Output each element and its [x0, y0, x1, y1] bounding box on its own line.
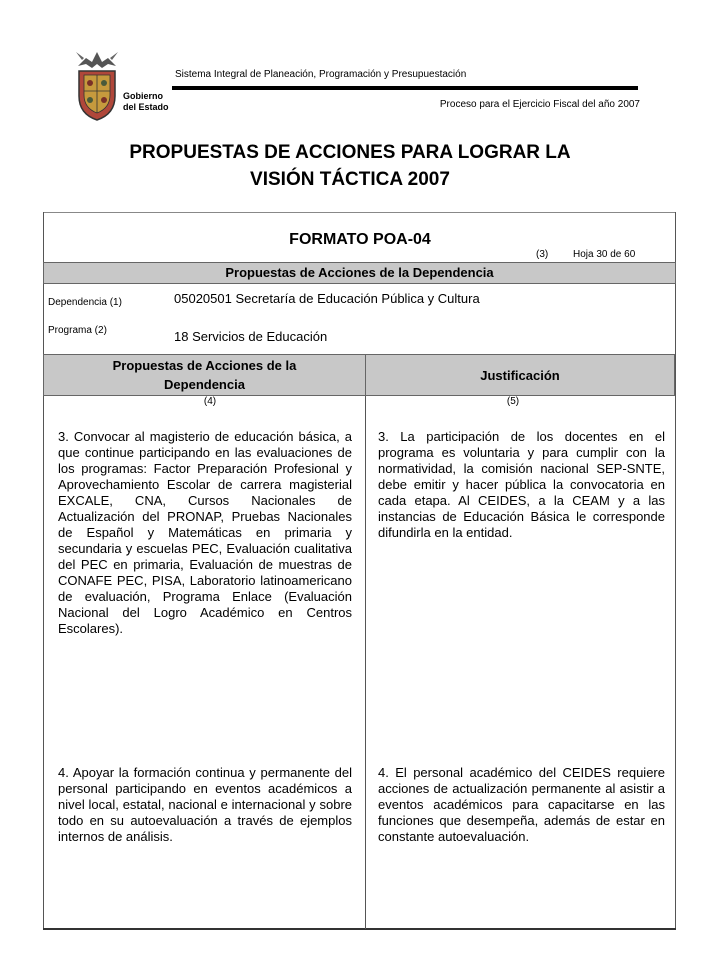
- form-border-left: [43, 212, 44, 930]
- programa-value: 18 Servicios de Educación: [174, 329, 328, 344]
- col-header-justification: Justificación: [480, 367, 560, 383]
- page-title-line2: VISIÓN TÁCTICA 2007: [250, 169, 450, 190]
- dependencia-label: Dependencia (1): [48, 297, 122, 308]
- justification-item-4: 4. El personal académico del CEIDES requiere acciones de actualización permanente al asistir a eventos académicos para capacitarse en las funciones que desempeña, además de estar en constante autoevaluación.: [378, 765, 665, 844]
- col-ref-justification: (5): [506, 396, 520, 407]
- col-ref-actions: (4): [203, 396, 217, 407]
- dependencia-value: 05020501 Secretaría de Educación Pública y Cultura: [174, 291, 480, 306]
- del-estado-label: del Estado: [123, 102, 169, 112]
- column-divider: [365, 396, 366, 929]
- form-code: FORMATO POA-04: [289, 231, 431, 248]
- justification-item-3: 3. La participación de los docentes en el programa es voluntaria y para cumplir con la normatividad, la comisión nacional SEP-SNTE, debe emitir y hacer pública la convocatoria en cada etapa. Al CEIDES, a la CEAM y a las instancias de Educación Básica le corresponde difundirla en la entidad.: [378, 429, 665, 540]
- action-item-4: 4. Apoyar la formación continua y permanente del personal participando en eventos académicos a nivel local, estatal, nacional e internacional y sobre todo en su autoevaluación a través de ejemplos internos de análisis.: [58, 765, 352, 844]
- header-rule: [172, 86, 638, 90]
- form-border-right: [675, 212, 676, 930]
- process-year: Proceso para el Ejercicio Fiscal del año 2007: [439, 99, 640, 110]
- columns-header: [43, 354, 675, 396]
- action-item-3: 3. Convocar al magisterio de educación básica, a que continue participando en las evaluaciones de los programas: Factor Preparación Profesional y Aprovechamiento Escolar de carrera magisterial EXCALE, CNA, Cursos Nacionales de Actualización del PRONAP, Pruebas Nacionales de Español y Matemáticas en primaria y secundaria y escuelas PEC, Evaluación cualitativa del PEC en primaria, Evaluación de muestras de CONAFE PEC, PISA, Laboratorio latinoamericano de evaluación, Programa Enlace (Evaluación Nacional del Logro Académico en Centros Escolares).: [58, 429, 352, 636]
- page-title-line1: PROPUESTAS DE ACCIONES PARA LOGRAR LA: [129, 142, 571, 163]
- col-header-actions: Propuestas de Acciones de la Dependencia: [44, 355, 366, 395]
- programa-label: Programa (2): [48, 325, 107, 336]
- sheet-number: Hoja 30 de 60: [573, 249, 636, 260]
- form-border-bottom: [43, 928, 676, 930]
- sheet-ref: (3): [536, 249, 549, 260]
- state-seal-icon: [72, 44, 122, 122]
- form-border-top: [43, 212, 676, 213]
- section-header: Propuestas de Acciones de la Dependencia: [43, 262, 676, 284]
- system-name: Sistema Integral de Planeación, Programación y Presupuestación: [175, 69, 467, 80]
- gobierno-label: Gobierno: [123, 91, 163, 101]
